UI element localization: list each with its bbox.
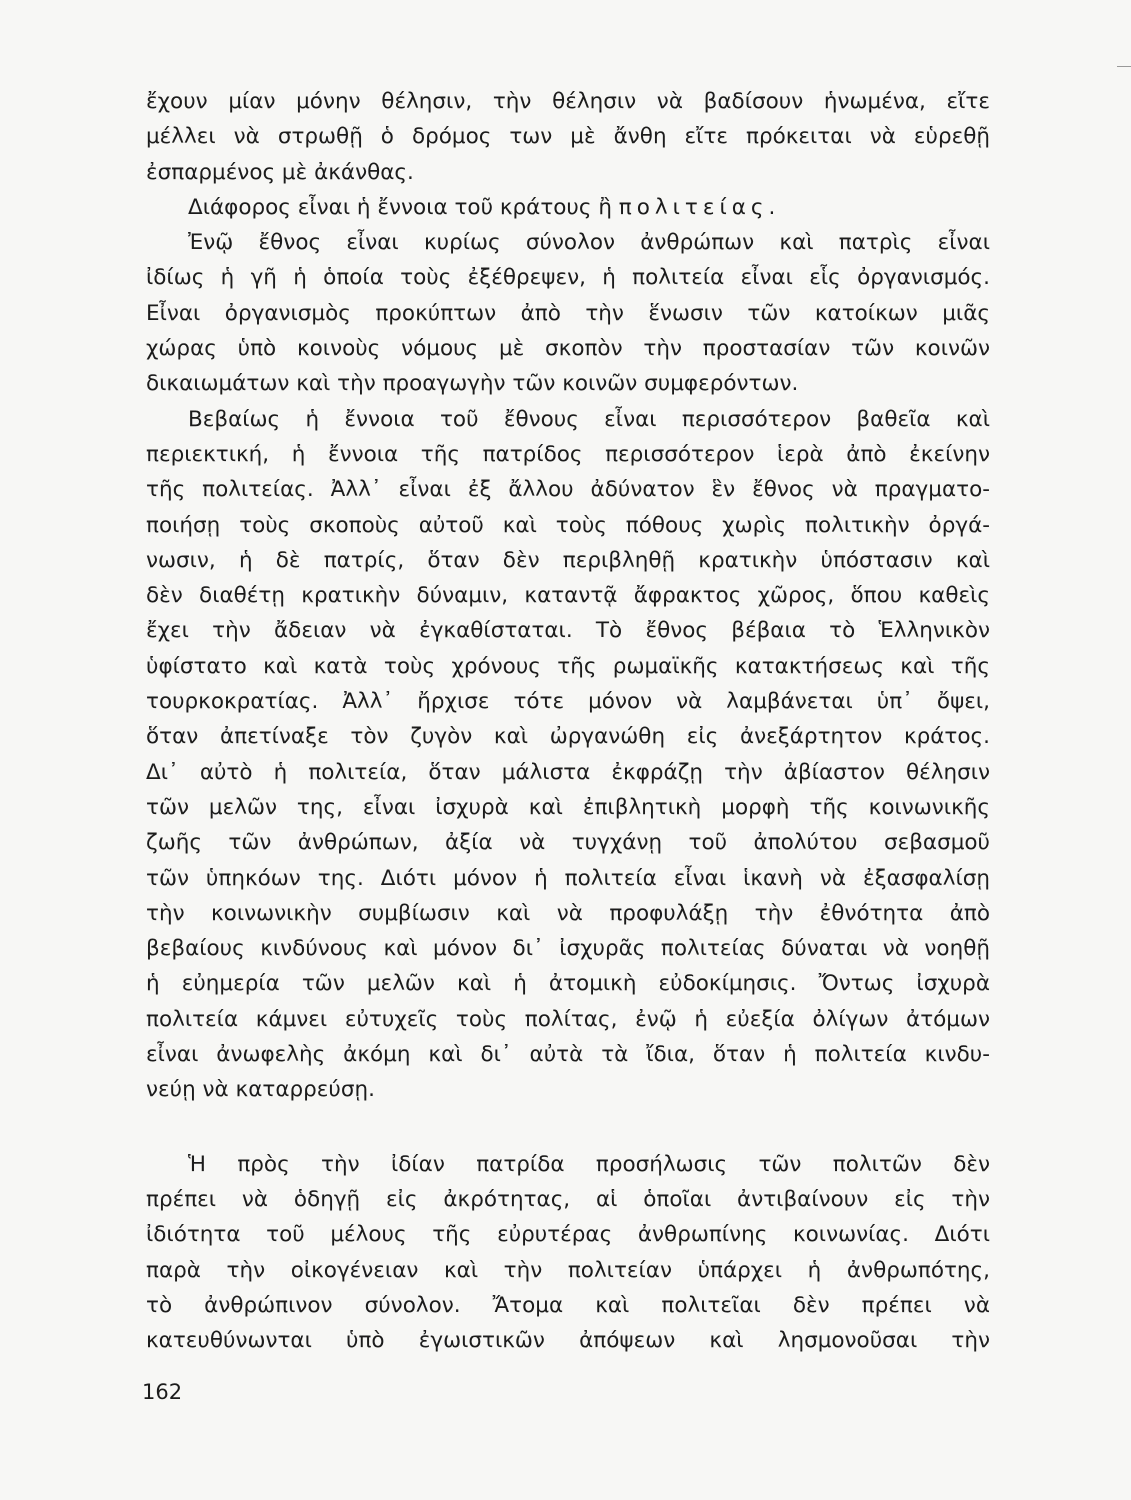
text-line: Εἶναι ὀργανισμὸς προκύπτων ἀπὸ τὴν ἕνωσιν τῶν κατοίκων μιᾶς (146, 300, 990, 326)
text-line: ἰδίως ἡ γῆ ἡ ὁποία τοὺς ἐξέθρεψεν, ἡ πολιτεία εἶναι εἷς ὀργανισμός. (146, 265, 990, 291)
paragraph-gap (146, 1108, 990, 1147)
text-line: ζωῆς τῶν ἀνθρώπων, ἀξία νὰ τυγχάνῃ τοῦ ἀπολύτου σεβασμοῦ (146, 830, 990, 856)
text-line: τὸ ἀνθρώπινον σύνολον. Ἄτομα καὶ πολιτεῖαι δὲν πρέπει νὰ (146, 1292, 990, 1318)
text-line: ὑφίστατο καὶ κατὰ τοὺς χρόνους τῆς ρωμαϊκῆς κατακτήσεως καὶ τῆς (146, 653, 990, 679)
text-line: ὅταν ἀπετίναξε τὸν ζυγὸν καὶ ὠργανώθη εἰς ἀνεξάρτητον κράτος. (146, 724, 990, 750)
text-line: περιεκτική, ἡ ἔννοια τῆς πατρίδος περισσότερον ἱερὰ ἀπὸ ἐκείνην (146, 441, 990, 467)
text-line: τῆς πολιτείας. Ἀλλ᾽ εἶναι ἐξ ἄλλου ἀδύνατον ἓν ἔθνος νὰ πραγματο- (146, 477, 990, 503)
text-line: Ἡ πρὸς τὴν ἰδίαν πατρίδα προσήλωσις τῶν πολιτῶν δὲν (188, 1151, 990, 1177)
text-line-part: Διάφορος εἶναι ἡ ἔννοια τοῦ κράτους ἢ (188, 194, 612, 220)
text-line: ἔχουν μίαν μόνην θέλησιν, τὴν θέλησιν νὰ βαδίσουν ἡνωμένα, εἴτε (146, 89, 990, 114)
text-line: νωσιν, ἡ δὲ πατρίς, ὅταν δὲν περιβληθῇ κρατικὴν ὑπόστασιν καὶ (146, 547, 990, 573)
text-line: ἰδιότητα τοῦ μέλους τῆς εὐρυτέρας ἀνθρωπίνης κοινωνίας. Διότι (146, 1222, 990, 1248)
text-line: δικαιωμάτων καὶ τὴν προαγωγὴν τῶν κοινῶν συμφερόντων. (146, 371, 799, 397)
text-line: παρὰ τὴν οἰκογένειαν καὶ τὴν πολιτείαν ὑπάρχει ἡ ἀνθρωπότης, (146, 1257, 990, 1283)
text-line: Δι᾽ αὐτὸ ἡ πολιτεία, ὅταν μάλιστα ἐκφράζῃ τὴν ἀβίαστον θέλησιν (146, 759, 990, 785)
text-line: ποιήσῃ τοὺς σκοποὺς αὐτοῦ καὶ τοὺς πόθους χωρὶς πολιτικὴν ὀργά- (146, 512, 990, 538)
text-line: τὴν κοινωνικὴν συμβίωσιν καὶ νὰ προφυλάξῃ τὴν ἐθνότητα ἀπὸ (146, 900, 990, 926)
body-text (146, 84, 990, 1358)
page-edge-mark (1117, 66, 1131, 67)
spaced-word: πολιτείας. (618, 194, 781, 220)
text-line: δὲν διαθέτῃ κρατικὴν δύναμιν, καταντᾷ ἄφρακτος χῶρος, ὅπου καθεὶς (146, 583, 990, 609)
text-line: ἐσπαρμένος μὲ ἀκάνθας. (146, 159, 414, 185)
text-line: βεβαίους κινδύνους καὶ μόνον δι᾽ ἰσχυρᾶς πολιτείας δύναται νὰ νοηθῇ (146, 936, 990, 962)
text-line: εἶναι ἀνωφελὴς ἀκόμη καὶ δι᾽ αὐτὰ τὰ ἴδια, ὅταν ἡ πολιτεία κινδυ- (146, 1042, 990, 1068)
text-line: ἔχει τὴν ἄδειαν νὰ ἐγκαθίσταται. Τὸ ἔθνος βέβαια τὸ Ἑλληνικὸν (146, 618, 990, 644)
text-line: τουρκοκρατίας. Ἀλλ᾽ ἤρχισε τότε μόνον νὰ λαμβάνεται ὑπ᾽ ὄψει, (146, 689, 990, 715)
text-line: νεύῃ νὰ καταρρεύσῃ. (146, 1077, 375, 1103)
text-line: χώρας ὑπὸ κοινοὺς νόμους μὲ σκοπὸν τὴν προστασίαν τῶν κοινῶν (146, 336, 990, 362)
text-line (146, 190, 990, 225)
text-line: Ἐνῷ ἔθνος εἶναι κυρίως σύνολον ἀνθρώπων καὶ πατρὶς εἶναι (188, 230, 990, 256)
text-line: πρέπει νὰ ὁδηγῇ εἰς ἀκρότητας, αἱ ὁποῖαι ἀντιβαίνουν εἰς τὴν (146, 1186, 990, 1212)
text-line: ἡ εὐημερία τῶν μελῶν καὶ ἡ ἀτομικὴ εὐδοκίμησις. Ὄντως ἰσχυρὰ (146, 971, 990, 997)
text-line: Βεβαίως ἡ ἔννοια τοῦ ἔθνους εἶναι περισσότερον βαθεῖα καὶ (188, 406, 990, 432)
page-number: 162 (142, 1380, 183, 1404)
text-line: μέλλει νὰ στρωθῇ ὁ δρόμος των μὲ ἄνθη εἴτε πρόκειται νὰ εὑρεθῇ (146, 124, 990, 150)
text-line: πολιτεία κάμνει εὐτυχεῖς τοὺς πολίτας, ἐνῷ ἡ εὐεξία ὀλίγων ἀτόμων (146, 1006, 990, 1032)
text-line: τῶν μελῶν της, εἶναι ἰσχυρὰ καὶ ἐπιβλητικὴ μορφὴ τῆς κοινωνικῆς (146, 794, 990, 820)
text-line: τῶν ὑπηκόων της. Διότι μόνον ἡ πολιτεία εἶναι ἱκανὴ νὰ ἐξασφαλίσῃ (146, 865, 990, 891)
text-line: κατευθύνωνται ὑπὸ ἐγωιστικῶν ἀπόψεων καὶ λησμονοῦσαι τὴν (146, 1328, 990, 1354)
